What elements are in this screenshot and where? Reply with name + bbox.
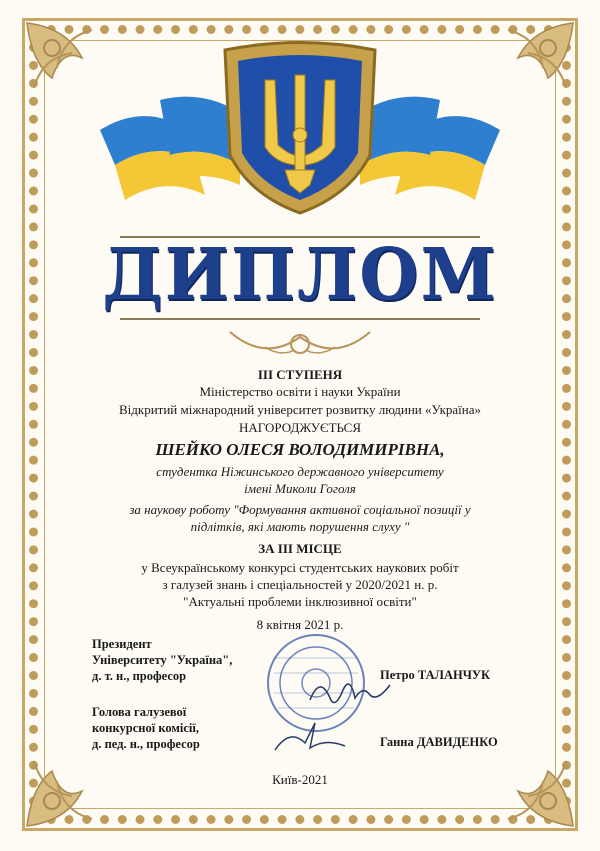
ornamental-corner-icon (488, 18, 578, 108)
recipient-affiliation-line1: студентка Ніжинського державного університету (156, 464, 444, 479)
signatory-2-role (92, 704, 200, 752)
signatory-1-role-line1: Президент (92, 637, 152, 651)
work-title-line2: підлітків, які мають порушення слуху " (190, 519, 410, 534)
signatory-1-role-line2: Університету "Україна", (92, 653, 233, 667)
signatory-2-role-line3: д. пед. н., професор (92, 737, 200, 751)
signatory-2-name: Ганна ДАВИДЕНКО (380, 735, 498, 749)
flourish-icon (225, 322, 375, 364)
award-date: 8 квітня 2021 р. (256, 617, 344, 632)
contest-line3: "Актуальні проблеми інклюзивної освіти" (183, 594, 417, 609)
work-title-line1: за наукову роботу "Формування активної соціальної позиції у (129, 502, 471, 517)
signatory-2-role-line1: Голова галузевої (92, 705, 187, 719)
recipient-name: ШЕЙКО ОЛЕСЯ ВОЛОДИМИРІВНА, (155, 440, 445, 459)
place-label: ЗА III МІСЦЕ (258, 541, 342, 556)
recipient-affiliation-line2: імені Миколи Гоголя (244, 481, 356, 496)
issue-city-year: Київ-2021 (272, 772, 328, 787)
signatory-1-role (92, 636, 232, 684)
signatory-2-role-line2: конкурсної комісії, (92, 721, 199, 735)
ministry-label: Міністерство освіти і науки України (199, 384, 401, 399)
trident-emblem-icon (100, 35, 500, 220)
awards-label: НАГОРОДЖУЄТЬСЯ (238, 420, 362, 435)
title-rule-bottom (120, 318, 480, 320)
contest-line1: у Всеукраїнському конкурсі студентських наукових робіт (141, 560, 459, 575)
signatory-1-name: Петро ТАЛАНЧУК (380, 668, 491, 682)
university-label: Відкритий міжнародний університет розвитку людини «Україна» (119, 402, 481, 417)
ornamental-corner-icon (22, 18, 112, 108)
contest-line2: з галузей знань і спеціальностей у 2020/2021 н. р. (162, 577, 438, 592)
signature-2-icon (270, 718, 350, 758)
degree-label: III СТУПЕНЯ (257, 367, 343, 382)
diploma-title: ДИПЛОМ (102, 233, 498, 317)
signatory-1-role-line3: д. т. н., професор (92, 669, 187, 683)
